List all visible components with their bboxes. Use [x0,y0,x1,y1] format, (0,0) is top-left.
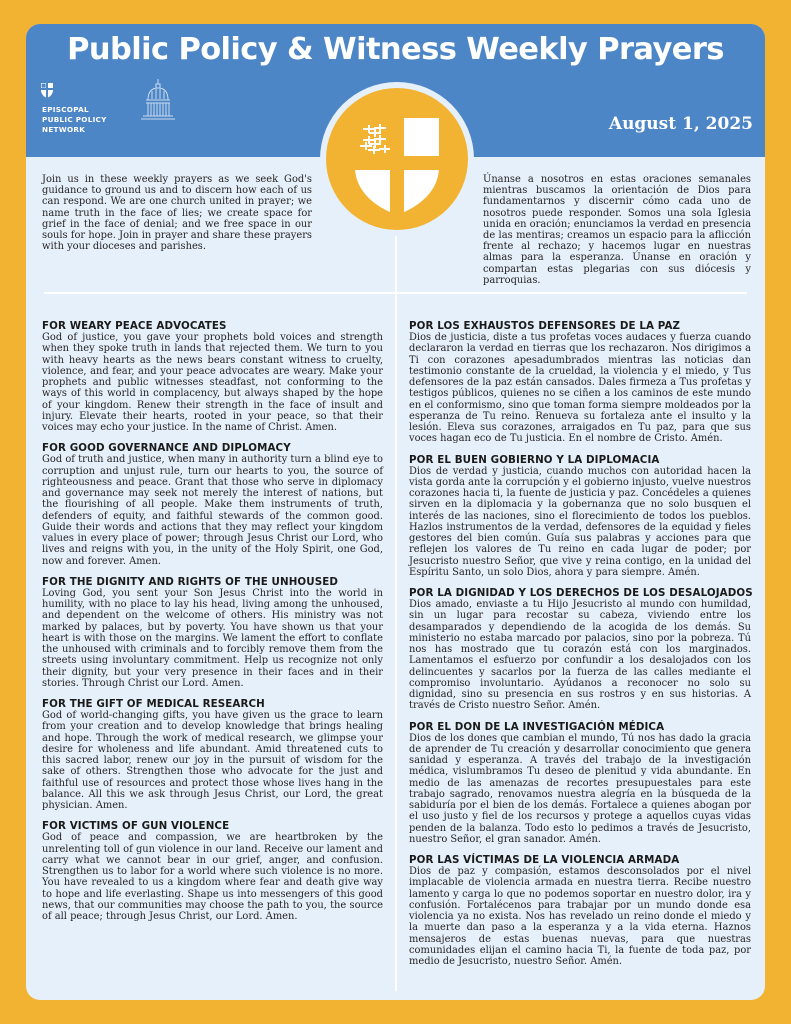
prayer-title: FOR VICTIMS OF GUN VIOLENCE [42,820,230,833]
prayer-body: Dios de verdad y justicia, cuando muchos con autoridad hacen la vista gorda ante la corrupción y el gobierno injusto, vuelve nuestros corazones hacia ti, la fuente de justicia y paz. Concédeles a quienes sirven en la diplomacia y la gobernanza que no solo busquen el interés de las naciones, sino el florecimiento de todos los pueblos. Hazlos instrumentos de la verdad, defensores de la equidad y fieles gestores del bien común. Guía sus palabras y acciones para que reflejen los valores de Tu reino en cada lugar de poder; por Jesucristo nuestro Señor, que vive y reina contigo, en la unidad del Espíritu Santo, un solo Dios, ahora y para siempre. Amén. [409,465,751,578]
oracion-desalojados [409,587,751,712]
english-prayers-column [42,320,383,931]
prayer-body: Dios de los dones que cambian el mundo, Tú nos has dado la gracia de aprender de Tu creación y desarrollar conocimiento que genera sanidad y esperanza. A través del trabajo de la investigación médica, vislumbramos Tu deseo de plenitud y vida abundante. En medio de las amenazas de recortes presupuestales para este trabajo sagrado, renovamos nuestra alegría en la búsqueda de la sabiduría por el bien de los demás. Fortalece a quienes abogan por el uso justo y fiel de los recursos y protege a aquellos cuyas vidas penden de la balanza. Todo esto lo pedimos a través de Jesucristo, nuestro Señor, el gran sanador. Amén. [409,732,751,845]
logo-text-line-3: NETWORK [42,125,86,134]
episcopal-shield-emblem [319,81,475,237]
prayer-body: Loving God, you sent your Son Jesus Christ into the world in humility, with no place to lay his head, living among the unhoused, and dependent on the welcome of others. His ministry was not marked by palaces, but by poverty. You have shown us that your heart is with those on the margins. We lament the effort to conflate the unhoused with criminals and to forcibly remove them from the streets using involuntary commitment. Help us recognize not only their dignity, but your very presence in their faces and in their stories. Through Christ our Lord. Amen. [42,587,383,689]
prayer-title: POR LA DIGNIDAD Y LOS DERECHOS DE LOS DESALOJADOS [409,587,753,599]
page-title: Public Policy & Witness Weekly Prayers [67,32,724,67]
prayer-medical-research [42,698,383,811]
prayer-title: POR LOS EXHAUSTOS DEFENSORES DE LA PAZ [409,320,681,332]
prayer-title: FOR WEARY PEACE ADVOCATES [42,320,227,332]
prayer-title: FOR GOOD GOVERNANCE AND DIPLOMACY [42,442,291,455]
prayer-body: God of truth and justice, when many in authority turn a blind eye to corruption and unjust rule, turn our hearts to you, the source of righteousness and peace. Grant that those who serve in diplomacy and governance may seek not merely the interest of nations, but the flourishing of all people. Make them instruments of truth, defenders of equity, and faithful stewards of the common good. Guide their words and actions that they may reflect your kingdom values in every place of power; through Jesus Christ our Lord, who lives and reigns with you, in the unity of the Holy Spirit, one God, now and forever. Amen. [42,454,383,567]
oracion-violencia-armada [409,854,751,967]
prayer-body: God of justice, you gave your prophets bold voices and strength when they spoke truth in lands that rejected them. We turn to you with heavy hearts as the news bears constant witness to cruelty, violence, and fear, and your peace advocates are weary. Make your prophets and public witnesses steadfast, not conforming to the ways of this world in complacency, but always shaped by the hope of your kingdom. Renew their strength in the face of insult and injury. Elevate their hearts, rooted in your peace, so that their voices may echo your justice. In the name of Christ. Amen. [42,332,383,433]
prayer-body: Dios de justicia, diste a tus profetas voces audaces y fuerza cuando declararon la verdad en tierras que los rechazaron. Nos dirigimos a Ti con corazones apesadumbrados mientras las noticias dan testimonio constante de la crueldad, la violencia y el miedo, y Tus defensores de la paz están cansados. Dales firmeza a Tus profetas y testigos públicos, quienes no se ciñen a los caminos de este mundo en el conformismo, sino que toman forma siempre moldeados por la esperanza de Tu reino. Renueva su fortaleza ante el insulto y la lesión. Eleva sus corazones, arraigados en Tu paz, para que sus voces hagan eco de Tu justicia. En el nombre de Cristo. Amén. [409,332,751,445]
intro-spanish: Únanse a nosotros en estas oraciones semanales mientras buscamos la orientación de Dios para fundamentarnos y discernir cómo cada uno de nosotros puede responder. Somos una sola Iglesia unida en oración; enunciamos la verdad en presencia de las mentiras; creamos un espacio para la aflicción frente al rechazo; y hacemos lugar en nuestras almas para la esperanza. Únanse en oración y compartan estas plegarias con sus diócesis y parroquias. [483,173,751,286]
prayer-title: FOR THE DIGNITY AND RIGHTS OF THE UNHOUSED [42,575,339,588]
prayer-weary-peace-advocates [42,320,383,433]
prayer-title: FOR THE GIFT OF MEDICAL RESEARCH [42,698,265,710]
episcopal-public-policy-network-logo [40,82,180,138]
prayer-title: POR LAS VÍCTIMAS DE LA VIOLENCIA ARMADA [409,854,680,866]
prayer-dignity-unhoused [42,576,383,689]
logo-text-line-1: EPISCOPAL [42,105,89,114]
prayer-body: God of peace and compassion, we are heartbroken by the unrelenting toll of gun violence in our land. Receive our lament and carry what we cannot bear in our grief, anger, and confusion. Strengthen us to labor for a world where such violence is no more. You have revealed to us a kingdom where fear and death give way to hope and life everlasting. Shape us into messengers of this good news, that our communities may choose the path to you, the source of all peace; through Jesus Christ, our Lord. Amen. [42,832,383,922]
oracion-investigacion-medica [409,721,751,846]
oracion-buen-gobierno [409,454,751,579]
intro-english: Join us in these weekly prayers as we seek God's guidance to ground us and to discern how each of us can respond. We are one church united in prayer; we name truth in the face of lies; we create space for grief in the face of denial; and we free space in our souls for hope. Join in prayer and share these prayers with your dioceses and parishes. [42,173,312,253]
prayer-body: Dios de paz y compasión, estamos desconsolados por el nivel implacable de violencia armada en nuestra tierra. Recibe nuestro lamento y carga lo que no podemos soportar en nuestro dolor, ira y confusión. Fortalécenos para trabajar por un mundo donde esa violencia ya no exista. Nos has revelado un reino donde el miedo y la muerte dan paso a la esperanza y a la vida eterna. Haznos mensajeros de estas buenas nuevas, para que nuestras comunidades elijan el camino hacia Ti, la fuente de toda paz, por medio de Jesucristo, nuestro Señor. Amén. [409,866,751,967]
episcopal-shield-icon [40,82,54,99]
prayer-sheet [26,24,765,1000]
prayer-good-governance [42,442,383,567]
episcopal-shield-icon [319,81,475,237]
prayer-title: POR EL BUEN GOBIERNO Y LA DIPLOMACIA [409,453,660,466]
spanish-prayers-column [409,320,751,976]
prayer-body: Dios amado, enviaste a tu Hijo Jesucristo al mundo con humildad, sin un lugar para recostar su cabeza, viviendo entre los desamparados y dependiendo de la acogida de los demás. Su ministerio no estaba marcado por palacios, sino por la pobreza. Tú nos has mostrado que tu corazón está con los marginados. Lamentamos el esfuerzo por confundir a los desalojados con los delincuentes y sacarlos por la fuerza de las calles mediante el compromiso involuntario. Ayúdanos a reconocer no solo su dignidad, sino su presencia en sus rostros y en sus historias. A través de Cristo nuestro Señor. Amén. [409,599,751,712]
prayer-date: August 1, 2025 [608,114,753,134]
prayer-gun-violence [42,820,383,922]
prayer-body: God of world-changing gifts, you have given us the grace to learn from your creation and to develop knowledge that brings healing and hope. Through the work of medical research, we glimpse your desire for wholeness and life abundant. Amid threatened cuts to this sacred labor, renew our joy in the pursuit of wisdom for the sake of others. Strengthen those who advocate for the just and faithful use of resources and protect those whose lives hang in the balance. All this we ask through Jesus Christ, our Lord, the great physician. Amen. [42,710,383,811]
column-divider [395,204,397,991]
oracion-defensores-paz [409,320,751,445]
section-divider [44,292,747,294]
capitol-dome-icon [140,78,176,126]
prayer-title: POR EL DON DE LA INVESTIGACIÓN MÉDICA [409,720,665,733]
logo-text-line-2: PUBLIC POLICY [42,115,107,124]
